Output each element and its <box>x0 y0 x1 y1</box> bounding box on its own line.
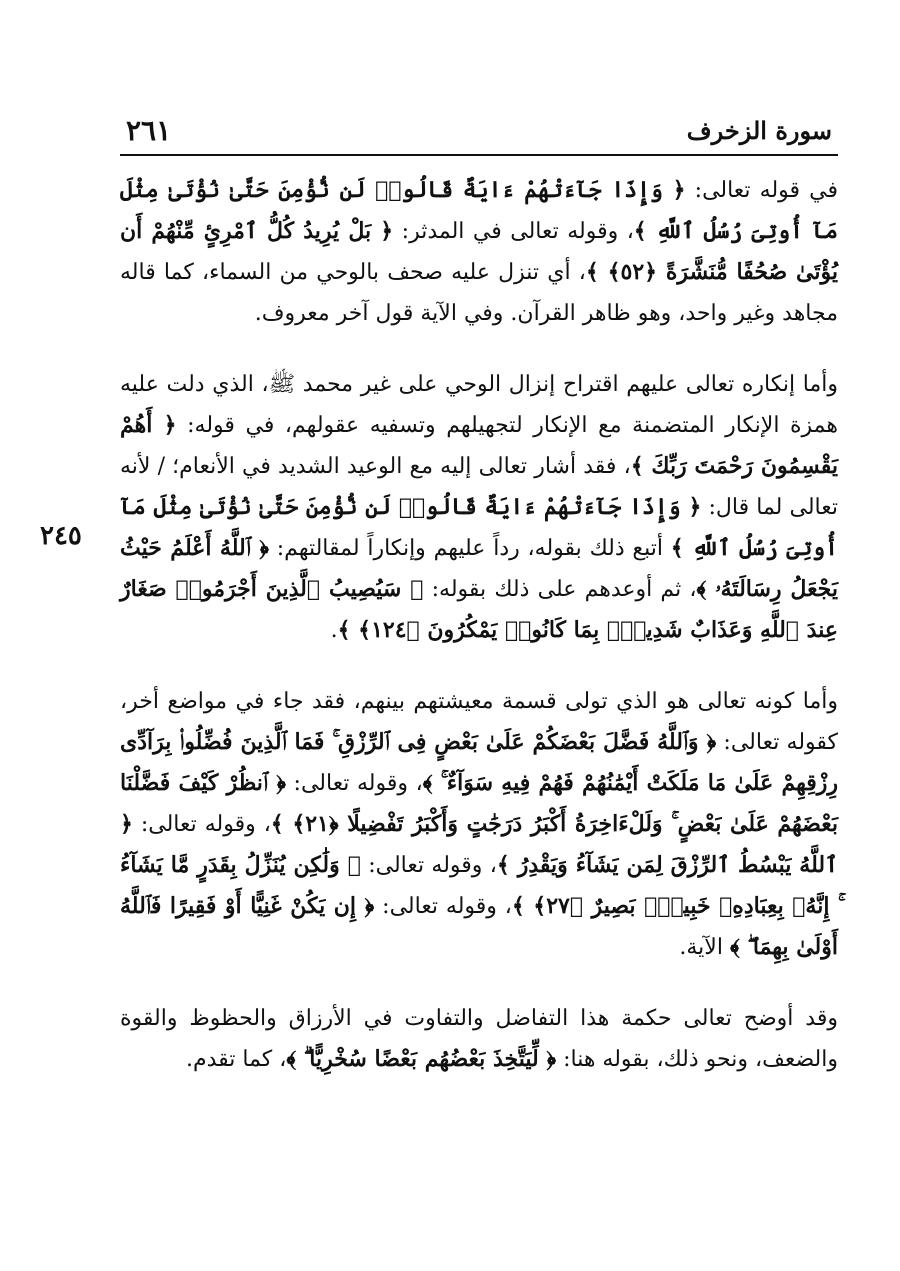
surah-title: سورة الزخرف <box>686 115 832 145</box>
paragraph-1 <box>120 170 838 334</box>
text-segment: ، وقوله تعالى في المدثر: <box>393 219 634 244</box>
text-segment: وأما إنكاره تعالى عليهم اقتراح إنزال الوحي على غير محمد ﷺ، الذي دلت عليه همزة الإنكار المتضمنة مع الإنكار لتجهيلهم وتسفيه عقولهم، في قوله: <box>120 372 839 438</box>
quran-verse: ﴿ وَإِذَا جَآءَتْهُمْ ءَايَةٌ قَالُوا۟ لَن نُّؤْمِنَ حَتَّىٰ نُؤْتَىٰ مِثْلَ مَآ أُوتِىَ رُسُلُ ٱللَّهِ ﴾ <box>120 177 838 244</box>
page-header <box>120 110 838 156</box>
text-segment: ، وقوله تعالى: <box>132 812 271 837</box>
quran-verse: ﴿ وَلَٰكِن يُنَزِّلُ بِقَدَرٍ مَّا يَشَآءُ ۚ إِنَّهُۥ بِعِبَادِهِۦ خَبِيرٌۢ بَصِيرٌ ﴿٢٧﴾ ﴾ <box>120 852 838 919</box>
text-segment: ، وقوله تعالى: <box>374 894 512 919</box>
page-number: ٢٦١ <box>126 113 172 147</box>
quran-verse: ﴿ لِّيَتَّخِذَ بَعْضُهُم بَعْضًا سُخْرِيًّا ۗ ﴾ <box>286 1046 557 1072</box>
text-segment: الآية. <box>679 935 730 960</box>
paragraph-3 <box>120 681 838 968</box>
text-segment: أتبع ذلك بقوله، رداً عليهم وإنكاراً لمقالتهم: <box>268 536 671 561</box>
quran-verse: ﴿ ٱللَّهُ أَعْلَمُ حَيْثُ يَجْعَلُ رِسَالَتَهُۥ ﴾ <box>120 535 839 602</box>
quran-verse: ﴿ وَٱللَّهُ فَضَّلَ بَعْضَكُمْ عَلَىٰ بَعْضٍ فِى ٱلرِّزْقِ ۚ فَمَا ٱلَّذِينَ فُضِّلُوا۟ بِرَآدِّى رِزْقِهِمْ عَلَىٰ مَا مَلَكَتْ أَيْمَٰنُهُمْ فَهُمْ فِيهِ سَوَآءٌ ۚ ﴾ <box>120 729 838 796</box>
page-body <box>120 170 838 1080</box>
text-segment: . <box>330 618 338 643</box>
paragraph-4 <box>120 998 838 1080</box>
quran-verse: ﴿ وَإِذَا جَآءَتْهُمْ ءَايَةٌ قَالُوا۟ لَن نُّؤْمِنَ حَتَّىٰ نُؤْتَىٰ مِثْلَ مَآ أُوتِىَ رُسُلُ ٱللَّهِ ﴾ <box>120 494 838 561</box>
text-segment: ، كما تقدم. <box>185 1047 287 1072</box>
book-page <box>120 110 838 1240</box>
text-segment: ، أي تنزل عليه صحف بالوحي من السماء، كما قاله مجاهد وغير واحد، وهو ظاهر القرآن. وفي الآية قول آخر معروف. <box>120 260 838 326</box>
quran-verse: ﴿ بَلْ يُرِيدُ كُلُّ ٱمْرِئٍ مِّنْهُمْ أَن يُؤْتَىٰ صُحُفًا مُّنَشَّرَةً ﴿٥٢﴾ ﴾ <box>120 218 839 285</box>
quran-verse: ﴿ سَيُصِيبُ ٱلَّذِينَ أَجْرَمُوا۟ صَغَارٌ عِندَ ٱللَّهِ وَعَذَابٌ شَدِيدٌۢ بِمَا كَانُوا۟ يَمْكُرُونَ ﴿١٢٤﴾ ﴾ <box>120 576 838 643</box>
quran-verse: ﴿ ٱللَّهُ يَبْسُطُ ٱلرِّزْقَ لِمَن يَشَآءُ وَيَقْدِرُ ﴾ <box>120 811 838 878</box>
margin-reference-number: ٢٤٥ <box>40 521 82 551</box>
quran-verse: ﴿ أَهُمْ يَقْسِمُونَ رَحْمَتَ رَبِّكَ ﴾ <box>120 412 838 479</box>
text-segment: ، فقد أشار تعالى إليه مع الوعيد الشديد في الأنعام؛ / لأنه تعالى لما قال: <box>120 454 839 520</box>
text-segment: في قوله تعالى: <box>685 178 838 203</box>
text-segment: ، وقوله تعالى: <box>285 771 423 796</box>
quran-verse: ﴿ ٱنظُرْ كَيْفَ فَضَّلْنَا بَعْضَهُمْ عَلَىٰ بَعْضٍ ۚ وَلَلْءَاخِرَةُ أَكْبَرُ دَرَجَٰتٍ وَأَكْبَرُ تَفْضِيلًا ﴿٢١﴾ ﴾ <box>120 770 838 837</box>
text-segment: وقد أوضح تعالى حكمة هذا التفاضل والتفاوت في الأرزاق والحظوظ والقوة والضعف، ونحو ذلك، بقوله هنا: <box>120 1006 838 1072</box>
paragraph-2 <box>120 364 838 651</box>
quran-verse: ﴿ إِن يَكُنْ غَنِيًّا أَوْ فَقِيرًا فَٱللَّهُ أَوْلَىٰ بِهِمَا ۖ ﴾ <box>120 893 838 960</box>
text-segment: ، ثم أوعدهم على ذلك بقوله: <box>423 577 697 602</box>
text-segment: ، وقوله تعالى: <box>360 853 497 878</box>
text-segment: وأما كونه تعالى هو الذي تولى قسمة معيشتهم بينهم، فقد جاء في مواضع أخر، كقوله تعالى: <box>120 689 839 755</box>
